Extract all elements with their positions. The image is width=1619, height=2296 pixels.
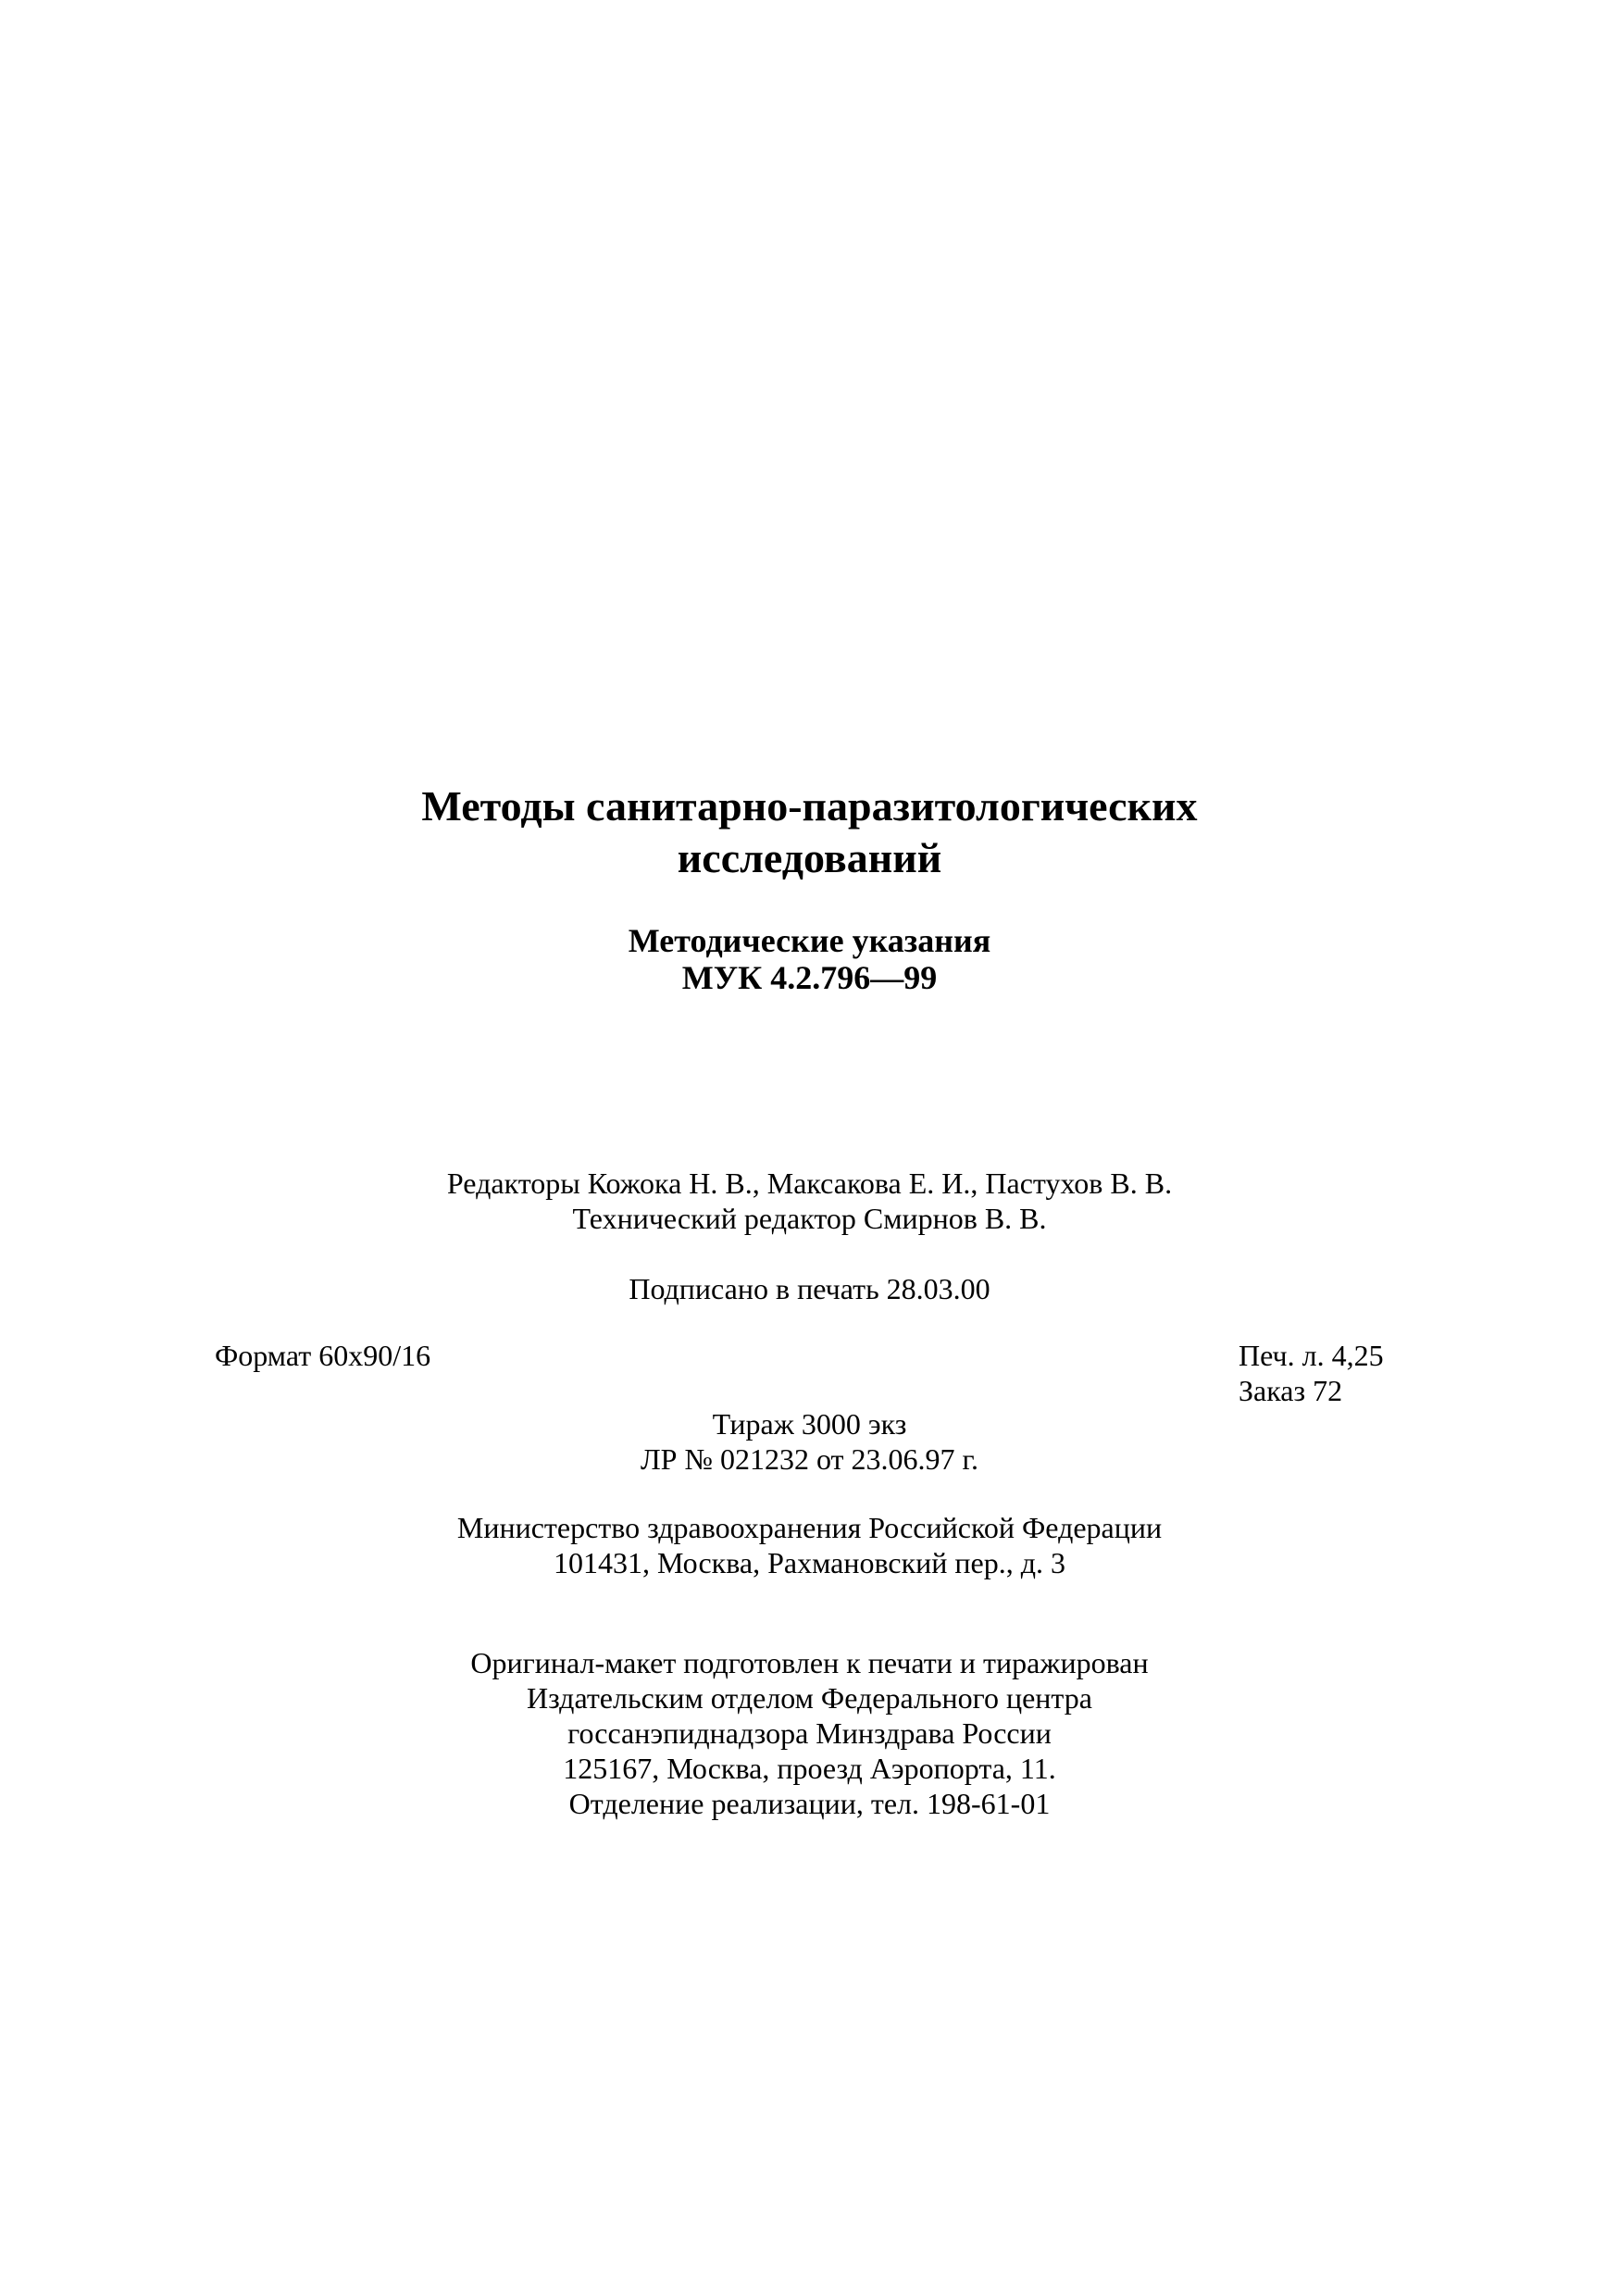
layout-note-line-3: госсанэпиднадзора Минздрава России [567,1716,1052,1750]
subtitle-line-1: Методические указания [628,922,991,959]
publisher-address: 101431, Москва, Рахмановский пер., д. 3 [554,1546,1065,1579]
editors: Редакторы Кожока Н. В., Максакова Е. И., Пастухов В. В. [446,1167,1173,1200]
layout-note-line-5: Отделение реализации, тел. 198-61-01 [568,1787,1051,1820]
license-number: ЛР № 021232 от 23.06.97 г. [640,1442,979,1476]
technical-editor: Технический редактор Смирнов В. В. [572,1202,1047,1235]
layout-note-line-1: Оригинал-макет подготовлен к печати и тиражирован [470,1646,1149,1679]
layout-note-line-4: 125167, Москва, проезд Аэропорта, 11. [563,1752,1056,1785]
signed-for-print: Подписано в печать 28.03.00 [629,1272,990,1305]
order-number: Заказ 72 [1239,1374,1343,1407]
layout-note-line-2: Издательским отделом Федерального центра [526,1681,1092,1715]
publisher-name: Министерство здравоохранения Российской Федерации [456,1511,1163,1544]
title-line-2: исследований [677,834,942,881]
title-line-1: Методы санитарно-паразитологических [421,782,1198,830]
print-sheets: Печ. л. 4,25 [1239,1339,1384,1372]
circulation: Тираж 3000 экз [712,1407,907,1441]
document-code: МУК 4.2.796—99 [681,959,938,996]
format: Формат 60x90/16 [215,1339,431,1372]
